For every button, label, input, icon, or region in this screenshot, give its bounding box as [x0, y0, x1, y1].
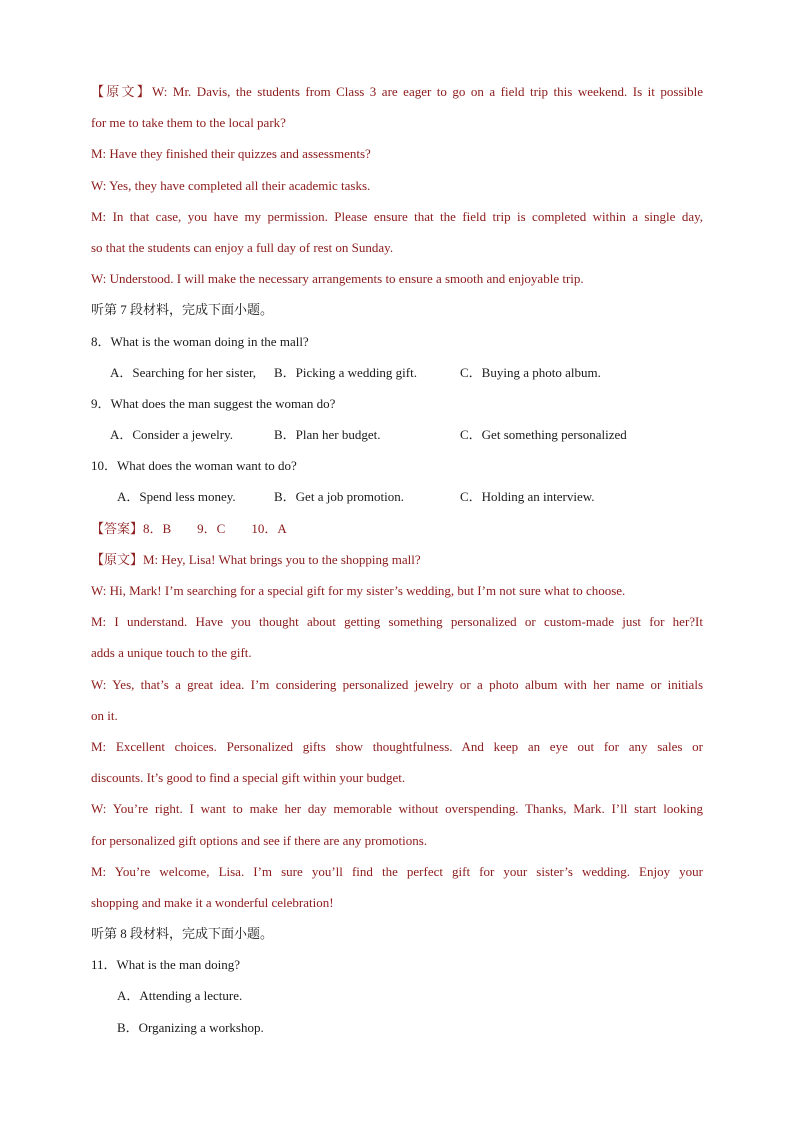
- option-a: A．Spend less money.: [117, 489, 236, 505]
- question-stem: 9．What does the man suggest the woman do?: [91, 395, 336, 411]
- transcript-line: M: I understand. Have you thought about getting something personalized or custom-made just for her?It: [91, 614, 703, 630]
- transcript-line: so that the students can enjoy a full day of rest on Sunday.: [91, 239, 394, 255]
- transcript-line: for me to take them to the local park?: [91, 115, 286, 131]
- option-c: C．Get something personalized: [460, 427, 627, 443]
- question-stem: 8．What is the woman doing in the mall?: [91, 333, 309, 349]
- option-b: B．Organizing a workshop.: [117, 1019, 264, 1035]
- option-b: B．Picking a wedding gift.: [274, 364, 417, 380]
- transcript-line: discounts. It’s good to find a special gift within your budget.: [91, 770, 406, 786]
- transcript-line: W: You’re right. I want to make her day memorable without overspending. Thanks, Mark. I’ll start looking: [91, 801, 703, 817]
- question-options: [91, 483, 703, 514]
- transcript-line: 【原文】W: Mr. Davis, the students from Class 3 are eager to go on a field trip this weekend. Is it possible: [91, 84, 703, 99]
- document-page: [91, 78, 703, 1045]
- option-b: B．Get a job promotion.: [274, 489, 404, 505]
- transcript-block-2: [91, 546, 703, 920]
- transcript-line: on it.: [91, 707, 118, 723]
- transcript-line: W: Yes, that’s a great idea. I’m considering personalized jewelry or a photo album with her name or initials: [91, 676, 703, 692]
- transcript-line: for personalized gift options and see if there are any promotions.: [91, 832, 428, 848]
- section-heading: 听第 7 段材料，完成下面小题。: [91, 302, 274, 318]
- transcript-block-1: [91, 78, 703, 296]
- option-a: A．Attending a lecture.: [117, 988, 243, 1004]
- option-c: C．Holding an interview.: [460, 489, 595, 505]
- section-heading: 听第 8 段材料，完成下面小题。: [91, 926, 274, 942]
- transcript-line: W: Hi, Mark! I’m searching for a special gift for my sister’s wedding, but I’m not sure what to choose.: [91, 583, 626, 598]
- answer-key: 【答案】8．B 9．C 10．A: [91, 520, 287, 536]
- transcript-line: M: Have they finished their quizzes and assessments?: [91, 146, 371, 162]
- option-a: A．Consider a jewelry.: [110, 427, 233, 443]
- option-a: A．Searching for her sister,: [110, 364, 257, 380]
- question-stem: 10．What does the woman want to do?: [91, 458, 297, 474]
- transcript-line: adds a unique touch to the gift.: [91, 645, 252, 661]
- question-options: [91, 359, 703, 390]
- transcript-line: M: Excellent choices. Personalized gifts show thoughtfulness. And keep an eye out for any sales or: [91, 738, 703, 754]
- transcript-line: W: Understood. I will make the necessary arrangements to ensure a smooth and enjoyable trip.: [91, 271, 584, 287]
- transcript-line: shopping and make it a wonderful celebration!: [91, 894, 334, 910]
- question-options: [91, 421, 703, 452]
- option-c: C．Buying a photo album.: [460, 364, 601, 380]
- question-stem: 11．What is the man doing?: [91, 957, 240, 973]
- transcript-line: M: You’re welcome, Lisa. I’m sure you’ll find the perfect gift for your sister’s wedding. Enjoy your: [91, 863, 703, 879]
- option-b: B．Plan her budget.: [274, 427, 381, 443]
- transcript-line: W: Yes, they have completed all their academic tasks.: [91, 177, 371, 193]
- transcript-line: 【原文】M: Hey, Lisa! What brings you to the shopping mall?: [91, 551, 421, 567]
- transcript-line: M: In that case, you have my permission. Please ensure that the field trip is completed within a single day,: [91, 208, 703, 224]
